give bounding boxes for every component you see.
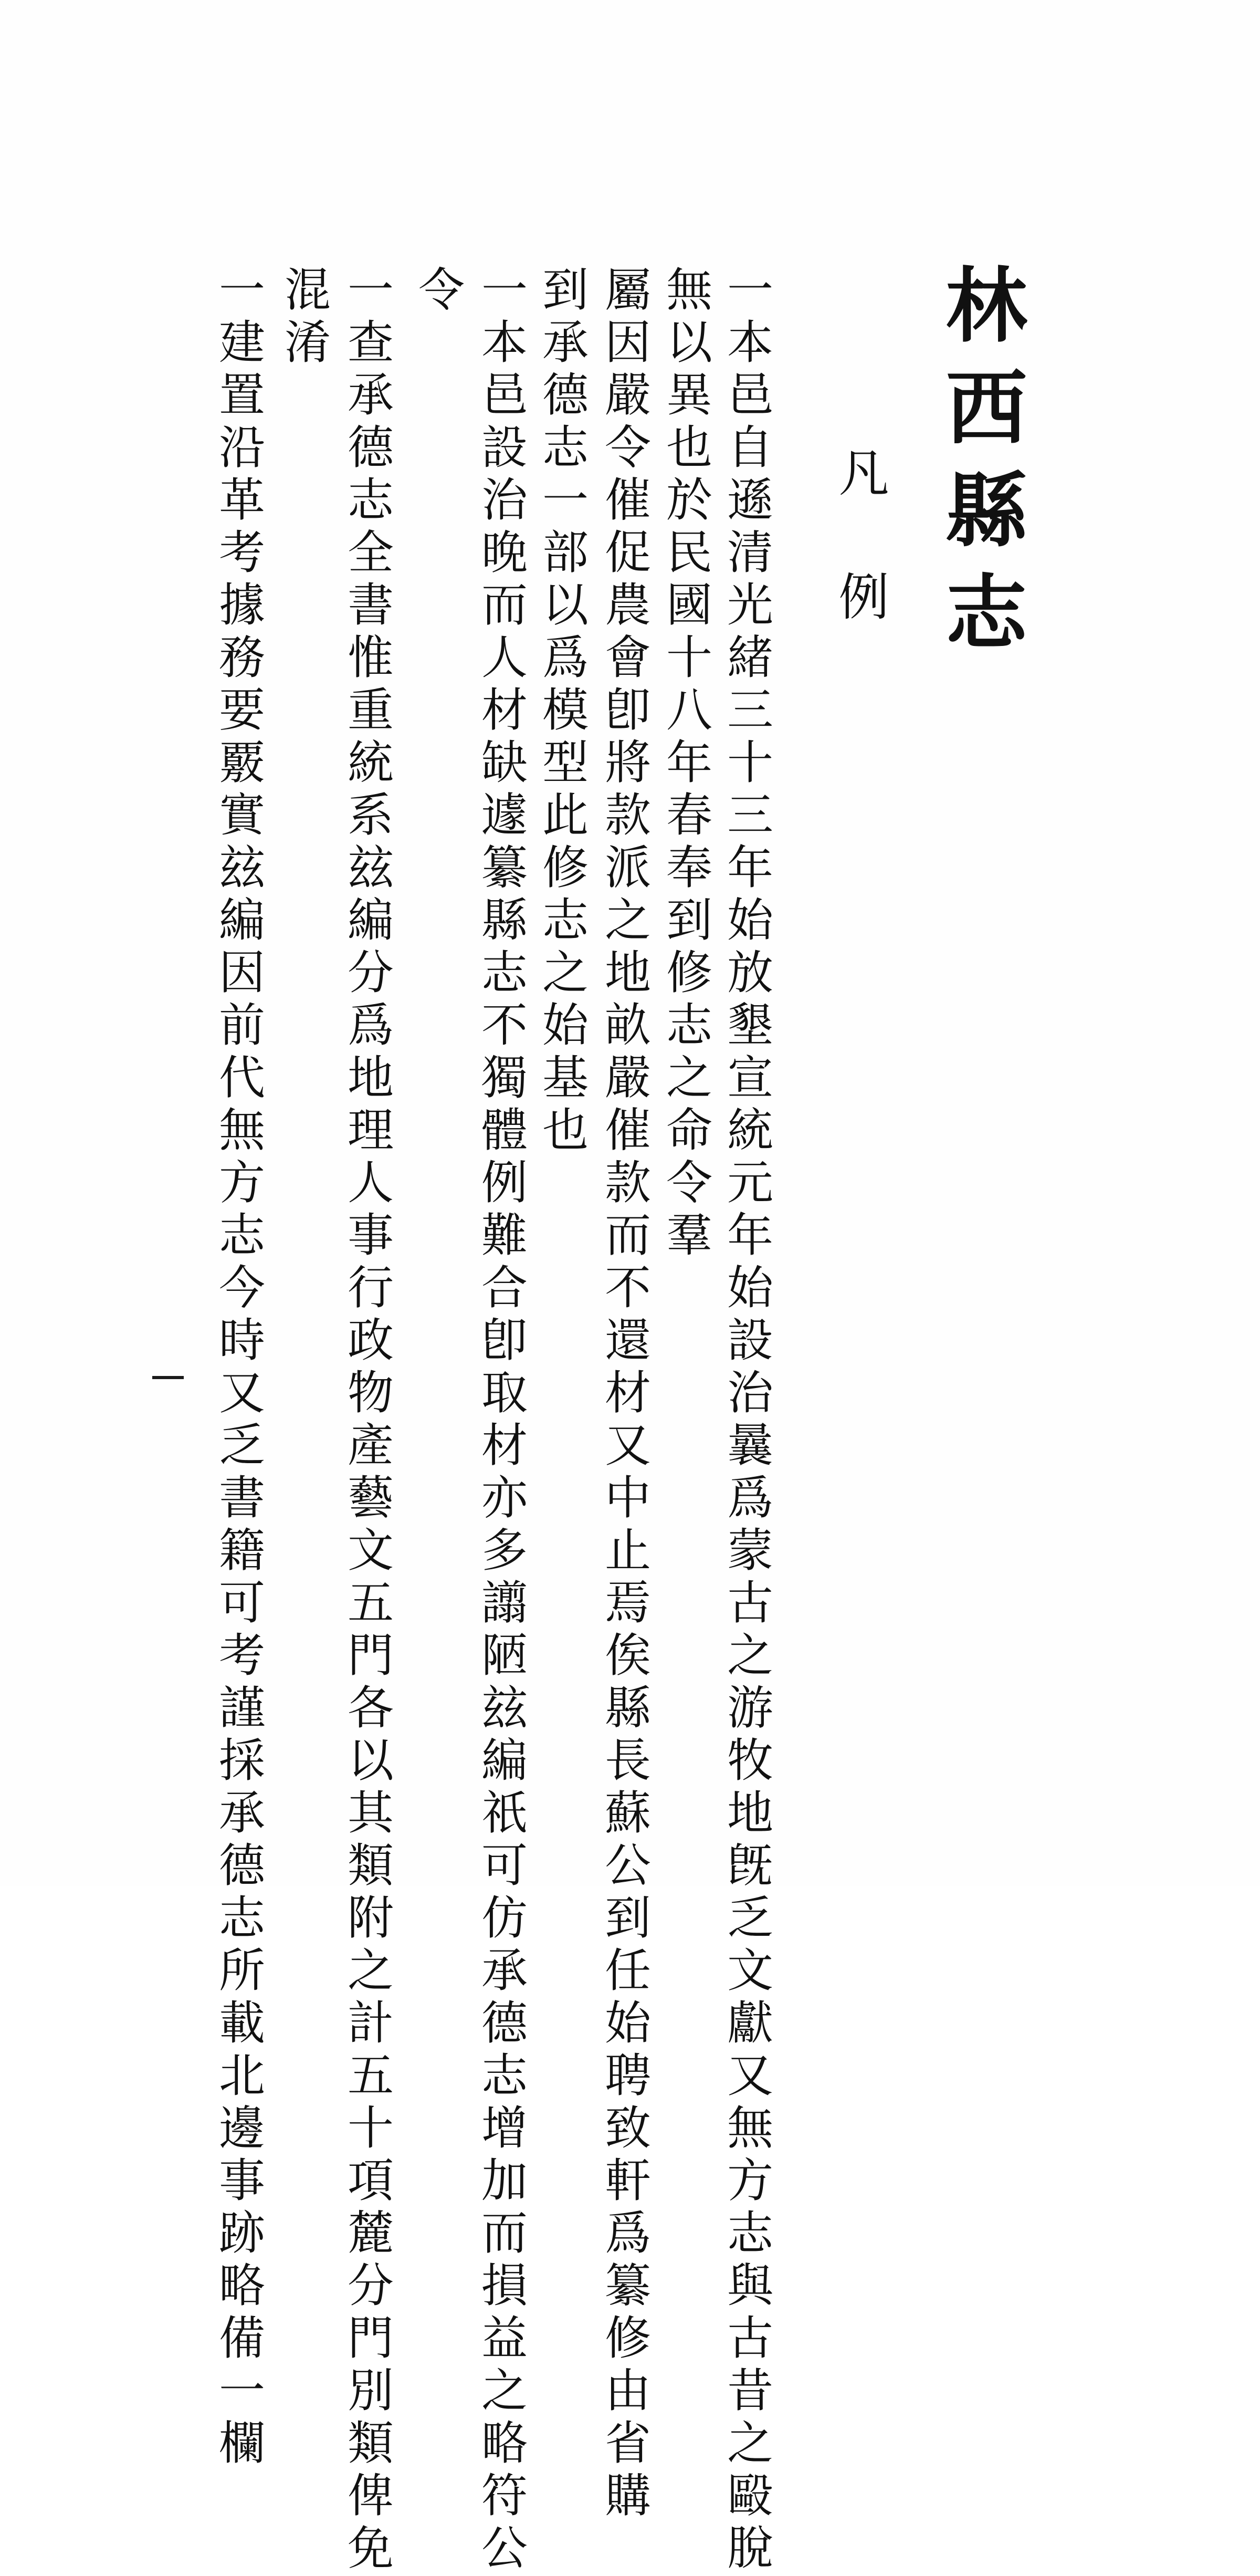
- body-column: 到承德志一部以爲模型此修志之始基也: [535, 265, 589, 1158]
- body-column: 無以異也於民國十八年春奉到修志之命令羣: [659, 265, 713, 1263]
- book-title: 林西縣志: [932, 263, 1028, 672]
- body-column: 一本邑自遜清光緒三十三年始放墾宣統元年始設治曩爲蒙古之游牧地旣乏文獻又無方志與古昔之毆脫: [720, 265, 774, 2576]
- body-column: 一查承德志全書惟重統系玆編分爲地理人事行政物產藝文五門各以其類附之計五十項麓分門別類俾免: [340, 265, 394, 2576]
- body-column: 一建置沿革考據務要覈實玆編因前代無方志今時又乏書籍可考謹採承德志所載北邊事跡略備一欄: [212, 265, 266, 2471]
- body-column: 屬因嚴令催促農會卽將款派之地畝嚴催款而不還材又中止焉俟縣長蘇公到任始聘致軒爲纂修由省購: [597, 265, 652, 2523]
- body-column: 混淆: [277, 265, 331, 370]
- page-number: [152, 1376, 184, 1379]
- body-column: 令: [411, 265, 465, 318]
- body-column: 一本邑設治晚而人材缺遽纂縣志不獨體例難合卽取材亦多譾陋玆編祇可仿承德志增加而損益之略符公: [474, 265, 528, 2576]
- section-heading: 凡例: [831, 446, 889, 694]
